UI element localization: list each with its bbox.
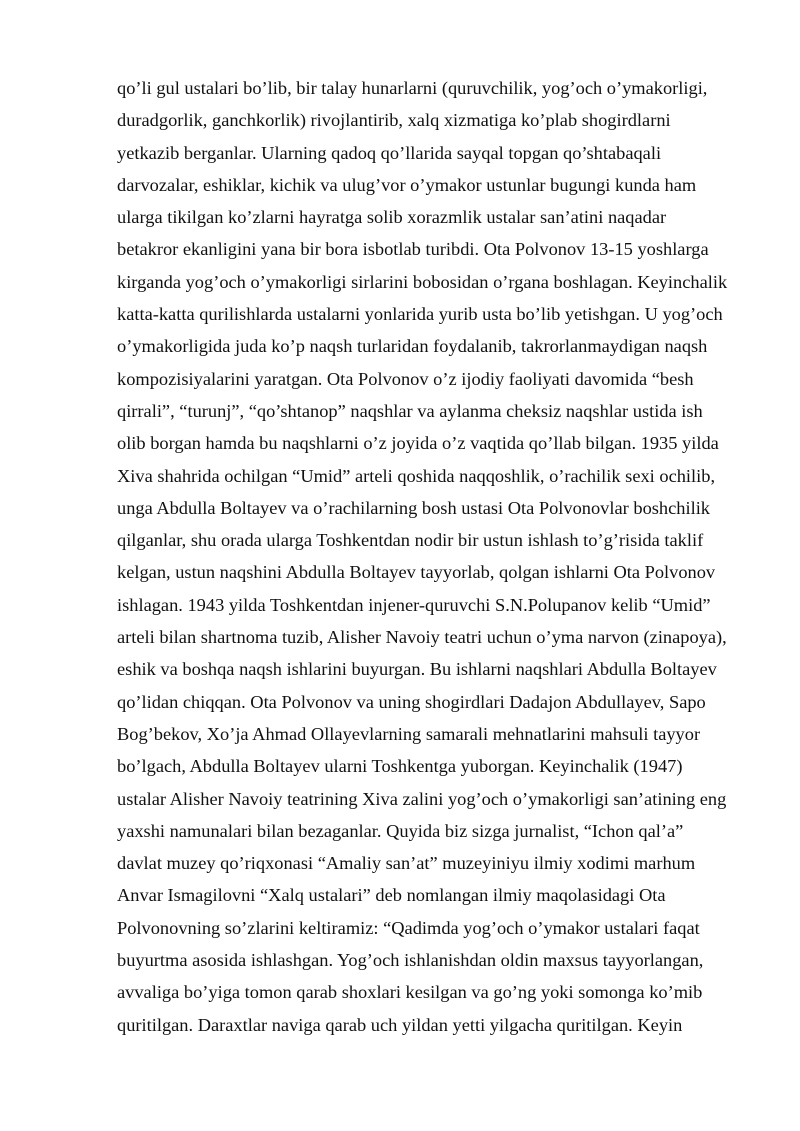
text-line: Polvonovning so’zlarini keltiramiz: “Qadimda yog’och o’ymakor ustalari faqat <box>117 917 700 938</box>
text-line: kompozisiyalarini yaratgan. Ota Polvonov o’z ijodiy faoliyati davomida “besh <box>117 368 694 389</box>
body-text <box>117 72 757 1041</box>
text-line: darvozalar, eshiklar, kichik va ulug’vor o’ymakor ustunlar bugungi kunda ham <box>117 174 697 195</box>
text-line: bo’lgach, Abdulla Boltayev ularni Toshkentga yuborgan. Keyinchalik (1947) <box>117 756 683 777</box>
text-line: quritilgan. Daraxtlar naviga qarab uch yildan yetti yilgacha quritilgan. Keyin <box>117 1014 683 1035</box>
text-line: buyurtma asosida ishlashgan. Yog’och ishlanishdan oldin maxsus tayyorlangan, <box>117 950 704 971</box>
text-line: Xiva shahrida ochilgan “Umid” arteli qoshida naqqoshlik, o’rachilik sexi ochilib, <box>117 465 716 486</box>
text-line: kirganda yog’och o’ymakorligi sirlarini bobosidan o’rgana boshlagan. Keyinchalik <box>117 271 728 292</box>
text-line: qo’lidan chiqqan. Ota Polvonov va uning shogirdlari Dadajon Abdullayev, Sapo <box>117 691 706 712</box>
text-line: Anvar Ismagilovni “Xalq ustalari” deb nomlangan ilmiy maqolasidagi Ota <box>117 885 666 906</box>
text-line: qilganlar, shu orada ularga Toshkentdan nodir bir ustun ishlash to’g’risida taklif <box>117 530 704 551</box>
text-line: unga Abdulla Boltayev va o’rachilarning bosh ustasi Ota Polvonovlar boshchilik <box>117 497 710 518</box>
text-line: o’ymakorligida juda ko’p naqsh turlaridan foydalanib, takrorlanmaydigan naqsh <box>117 336 708 357</box>
text-line: kelgan, ustun naqshini Abdulla Boltayev tayyorlab, qolgan ishlarni Ota Polvonov <box>117 562 716 583</box>
text-line: olib borgan hamda bu naqshlarni o’z joyida o’z vaqtida qo’llab bilgan. 1935 yilda <box>117 433 719 454</box>
text-line: qirrali”, “turunj”, “qo’shtanop” naqshlar va aylanma cheksiz naqshlar ustida ish <box>117 400 703 421</box>
text-line: ustalar Alisher Navoiy teatrining Xiva zalini yog’och o’ymakorligi san’atining eng <box>117 788 727 809</box>
text-line: arteli bilan shartnoma tuzib, Alisher Navoiy teatri uchun o’yma narvon (zinapoya), <box>117 627 727 648</box>
text-line: qo’li gul ustalari bo’lib, bir talay hunarlarni (quruvchilik, yog’och o’ymakorligi, <box>117 78 708 98</box>
text-line: duradgorlik, ganchkorlik) rivojlantirib, xalq xizmatiga ko’plab shogirdlarni <box>117 110 671 131</box>
text-line: eshik va boshqa naqsh ishlarini buyurgan. Bu ishlarni naqshlari Abdulla Boltayev <box>117 659 717 680</box>
text-line: avvaliga bo’yiga tomon qarab shoxlari kesilgan va go’ng yoki somonga ko’mib <box>117 982 703 1003</box>
text-line: davlat muzey qo’riqxonasi “Amaliy san’at” muzeyiniyu ilmiy xodimi marhum <box>117 853 696 874</box>
text-line: ishlagan. 1943 yilda Toshkentdan injener-quruvchi S.N.Polupanov kelib “Umid” <box>117 594 711 615</box>
text-line: betakror ekanligini yana bir bora isbotlab turibdi. Ota Polvonov 13-15 yoshlarga <box>117 239 709 260</box>
text-line: yaxshi namunalari bilan bezaganlar. Quyida biz sizga jurnalist, “Ichon qal’a” <box>117 820 684 841</box>
text-line: ularga tikilgan ko’zlarni hayratga solib xorazmlik ustalar san’atini naqadar <box>117 207 667 228</box>
text-line: katta-katta qurilishlarda ustalarni yonlarida yurib usta bo’lib yetishgan. U yog’och <box>117 304 723 325</box>
text-line: yetkazib berganlar. Ularning qadoq qo’llarida sayqal topgan qo’shtabaqali <box>117 142 662 163</box>
text-line: Bog’bekov, Xo’ja Ahmad Ollayevlarning samarali mehnatlarini mahsuli tayyor <box>117 723 701 744</box>
